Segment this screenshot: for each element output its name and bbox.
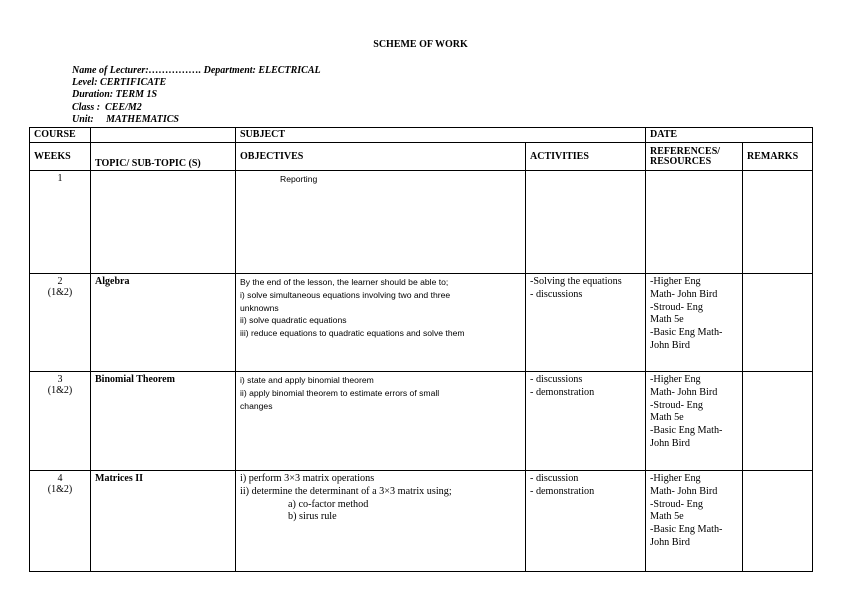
activities-cell — [526, 372, 646, 471]
objective-line: Reporting — [280, 174, 318, 184]
reference-line: -Stroud- Eng — [650, 399, 703, 411]
table-row — [30, 471, 813, 572]
topic-cell — [91, 171, 236, 274]
reference-line: -Basic Eng Math- — [650, 425, 723, 437]
references-cell — [646, 274, 743, 372]
reference-line: -Basic Eng Math- — [650, 524, 723, 536]
activities-header: ACTIVITIES — [526, 143, 646, 171]
objective-line: iii) reduce equations to quadratic equations and solve them — [240, 328, 465, 339]
references-cell — [646, 471, 743, 572]
table-row — [30, 372, 813, 471]
course-blank — [91, 128, 236, 143]
activity-line: -Solving the equations — [530, 276, 622, 287]
remarks-cell — [743, 471, 813, 572]
objective-line: b) sirus rule — [288, 511, 337, 523]
scheme-table — [29, 127, 813, 572]
reference-line: -Stroud- Eng — [650, 301, 703, 313]
reference-line: -Basic Eng Math- — [650, 327, 723, 339]
reference-line: -Stroud- Eng — [650, 498, 703, 510]
objectives-cell — [236, 274, 526, 372]
objective-line: ii) determine the determinant of a 3×3 matrix using; — [240, 485, 452, 497]
reference-line: Math- John Bird — [650, 386, 718, 398]
weeks-header: WEEKS — [30, 143, 91, 171]
week-number: 4 — [57, 473, 63, 484]
objective-line: ii) solve quadratic equations — [240, 315, 347, 326]
references-cell — [646, 372, 743, 471]
reference-line: Math 5e — [650, 314, 684, 326]
reference-line: Math 5e — [650, 511, 684, 523]
table-row — [30, 171, 813, 274]
activity-line: - demonstration — [530, 485, 595, 497]
week-cell — [30, 171, 91, 274]
reference-line: John Bird — [650, 339, 690, 351]
objective-line: i) state and apply binomial theorem — [240, 375, 374, 385]
level-line: Level: CERTIFICATE — [72, 77, 167, 89]
activity-line: - demonstration — [530, 386, 595, 398]
remarks-cell — [743, 171, 813, 274]
remarks-cell — [743, 274, 813, 372]
reference-line: -Higher Eng — [650, 374, 701, 385]
date-header: DATE — [646, 128, 813, 143]
header-row-1 — [30, 128, 813, 143]
activities-cell — [526, 274, 646, 372]
objective-line: By the end of the lesson, the learner should be able to; — [240, 277, 449, 287]
subject-header: SUBJECT — [236, 128, 646, 143]
topic-cell: Binomial Theorem — [91, 372, 236, 471]
unit-line: Unit: MATHEMATICS — [72, 113, 179, 125]
objective-line: i) perform 3×3 matrix operations — [240, 473, 375, 484]
week-cell — [30, 274, 91, 372]
objective-line: changes — [240, 400, 273, 411]
references-cell — [646, 171, 743, 274]
duration-line: Duration: TERM 1S — [72, 89, 158, 101]
week-number: 2 — [57, 276, 63, 287]
references-header: REFERENCES/ RESOURCES — [646, 143, 743, 171]
reference-line: -Higher Eng — [650, 473, 701, 484]
reference-line: -Higher Eng — [650, 276, 701, 287]
week-number: 3 — [57, 374, 63, 385]
objectives-cell — [236, 471, 526, 572]
document-meta — [72, 65, 321, 126]
reference-line: Math- John Bird — [650, 288, 718, 300]
course-header: COURSE — [30, 128, 91, 143]
document-title: SCHEME OF WORK — [373, 39, 468, 50]
lecturer-line: Name of Lecturer:……………. Department: ELECTRICAL — [72, 65, 321, 76]
table-row — [30, 274, 813, 372]
objective-line: i) solve simultaneous equations involving two and three — [240, 289, 451, 300]
week-cell — [30, 372, 91, 471]
reference-line: John Bird — [650, 437, 690, 449]
class-line: Class : CEE/M2 — [72, 101, 142, 113]
objectives-header: OBJECTIVES — [236, 143, 526, 171]
objective-line: unknowns — [240, 302, 279, 313]
objectives-cell — [236, 372, 526, 471]
week-sub: (1&2) — [47, 287, 73, 298]
activity-line: - discussions — [530, 374, 583, 385]
remarks-header: REMARKS — [743, 143, 813, 171]
reference-line: John Bird — [650, 536, 690, 548]
week-sub: (1&2) — [47, 484, 73, 495]
week-sub: (1&2) — [47, 385, 73, 396]
topic-cell: Algebra — [91, 274, 236, 372]
activities-cell — [526, 171, 646, 274]
activity-line: - discussion — [530, 473, 579, 484]
activities-cell — [526, 471, 646, 572]
objectives-cell — [236, 171, 526, 274]
reference-line: Math- John Bird — [650, 485, 718, 497]
activity-line: - discussions — [530, 288, 583, 300]
remarks-cell — [743, 372, 813, 471]
week-cell — [30, 471, 91, 572]
topic-cell: Matrices II — [91, 471, 236, 572]
header-row-2 — [30, 143, 813, 171]
reference-line: Math 5e — [650, 412, 684, 424]
objective-line: a) co-factor method — [288, 498, 369, 510]
topic-header: TOPIC/ SUB-TOPIC (S) — [91, 143, 236, 171]
objective-line: ii) apply binomial theorem to estimate errors of small — [240, 387, 440, 398]
week-number: 1 — [57, 173, 63, 184]
